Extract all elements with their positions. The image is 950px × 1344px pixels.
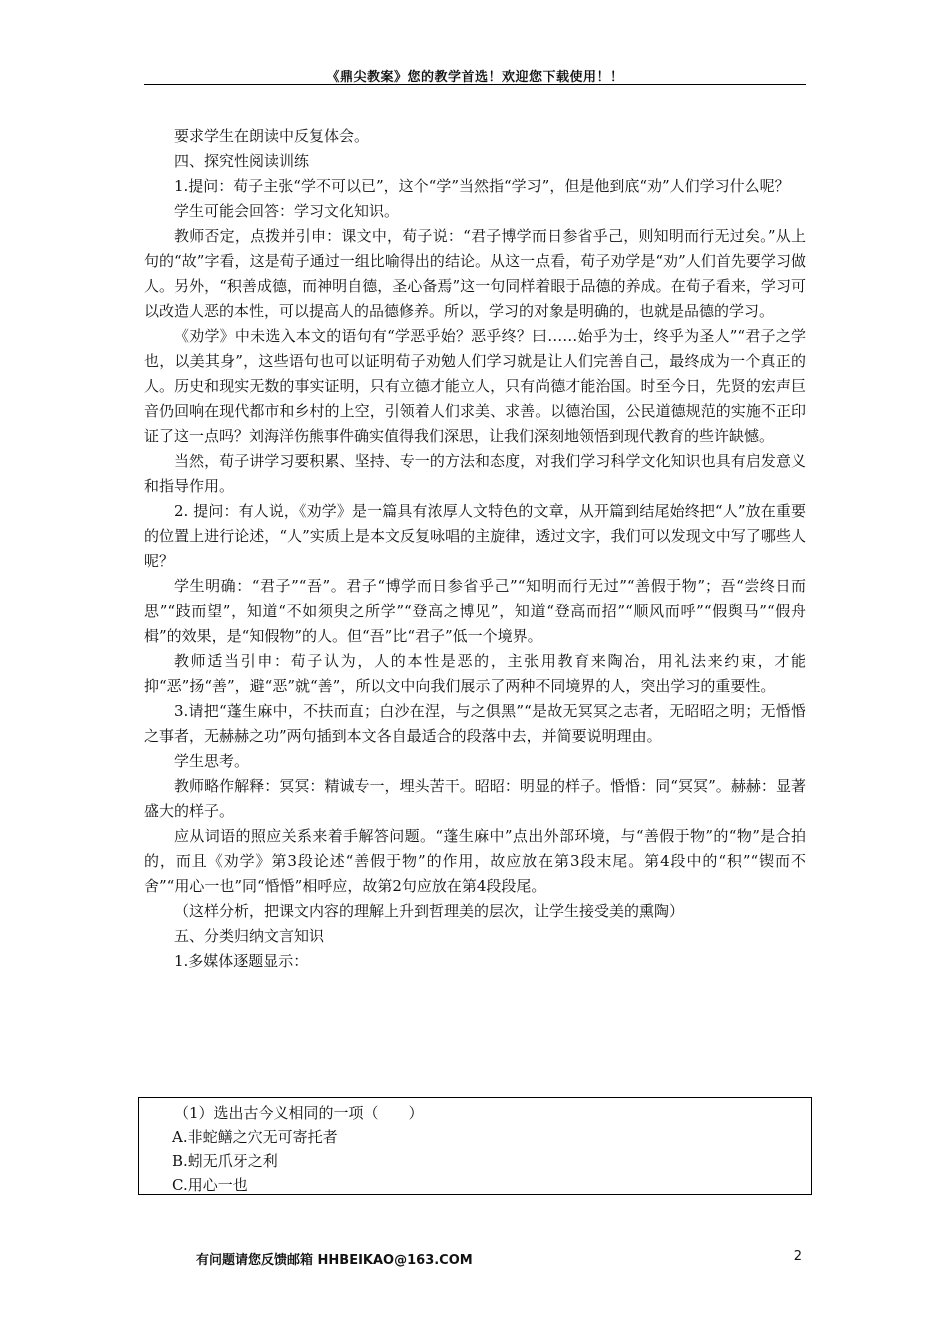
paragraph: 《劝学》中未选入本文的语句有“学恶乎始？恶乎终？曰……始乎为士，终乎为圣人”“君子之学也，以美其身”，这些语句也可以证明荀子劝勉人们学习就是让人们完善自己，最终成为一个真正的人。历史和现实无数的事实证明，只有立德才能立人，只有尚德才能治国。时至今日，先贤的宏声巨音仍回响在现代都市和乡村的上空，引领着人们求美、求善。以德治国，公民道德规范的实施不正印证了这一点吗？刘海洋伤熊事件确实值得我们深思，让我们深刻地领悟到现代教育的些许缺憾。	[144, 327, 806, 445]
quiz-option-c: C.用心一也	[172, 1176, 248, 1194]
paragraph: 1.提问：荀子主张“学不可以已”，这个“学”当然指“学习”，但是他到底“劝”人们学习什么呢？	[174, 177, 790, 195]
paragraph: 1.多媒体逐题显示：	[174, 952, 309, 970]
paragraph: 学生思考。	[174, 752, 250, 770]
section-heading: 四、探究性阅读训练	[174, 152, 310, 170]
paragraph: 教师否定，点拨并引申：课文中，荀子说：“君子博学而日参省乎己，则知明而行无过矣。”从上句的“故”字看，这是荀子通过一组比喻得出的结论。从这一点看，荀子劝学是“劝”人们首先要学习做人。另外，“积善成德，而神明自德，圣心备焉”这一句同样着眼于品德的养成。在荀子看来，学习可以改造人恶的本性，可以提高人的品德修养。所以，学习的对象是明确的，也就是品德的学习。	[144, 227, 806, 320]
paragraph: 3.请把“蓬生麻中，不扶而直；白沙在涅，与之俱黑”“是故无冥冥之志者，无昭昭之明；无惛惛之事者，无赫赫之功”两句插到本文各自最适合的段落中去，并简要说明理由。	[144, 702, 806, 745]
quiz-option-a: A.非蛇鳝之穴无可寄托者	[172, 1128, 338, 1146]
quiz-option-b: B.蚓无爪牙之利	[172, 1152, 278, 1170]
paragraph: 教师适当引申：荀子认为，人的本性是恶的，主张用教育来陶冶，用礼法来约束，才能抑“恶”扬“善”，避“恶”就“善”，所以文中向我们展示了两种不同境界的人，突出学习的重要性。	[144, 652, 806, 695]
footer-contact: 有问题请您反馈邮箱 HHBEIKAO@163.COM	[196, 1253, 473, 1268]
header-divider	[144, 84, 806, 85]
page-number: 2	[793, 1249, 802, 1264]
paragraph: 学生明确：“君子”“吾”。君子“博学而日参省乎己”“知明而行无过”“善假于物”；吾“尝终日而思”“跂而望”，知道“不如须臾之所学”“登高之博见”，知道“登高而招”“顺风而呼”“假舆马”“假舟楫”的效果，是“知假物”的人。但“吾”比“君子”低一个境界。	[144, 577, 806, 645]
page-footer	[196, 1249, 802, 1268]
section-heading: 五、分类归纳文言知识	[174, 927, 325, 945]
paragraph: （这样分析，把课文内容的理解上升到哲理美的层次，让学生接受美的熏陶）	[174, 902, 685, 920]
page-header-title: 《鼎尖教案》您的教学首选！欢迎您下载使用！！	[326, 70, 624, 85]
paragraph: 2. 提问：有人说，《劝学》是一篇具有浓厚人文特色的文章，从开篇到结尾始终把“人”放在重要的位置上进行论述，“人”实质上是本文反复咏唱的主旋律，透过文字，我们可以发现文中写了哪些人呢？	[144, 502, 806, 570]
paragraph: 应从词语的照应关系来着手解答问题。“蓬生麻中”点出外部环境，与“善假于物”的“物”是合拍的，而且《劝学》第3段论述“善假于物”的作用，故应放在第3段末尾。第4段中的“积”“锲而不舍”“用心一也”同“惛惛”相呼应，故第2句应放在第4段段尾。	[144, 827, 806, 895]
paragraph: 要求学生在朗读中反复体会。	[174, 127, 370, 145]
paragraph: 教师略作解释：冥冥：精诚专一，埋头苦干。昭昭：明显的样子。惛惛：同“冥冥”。赫赫：显著盛大的样子。	[144, 777, 806, 820]
quiz-question: （1）选出古今义相同的一项（ ）	[174, 1104, 424, 1122]
quiz-box	[138, 1097, 812, 1195]
document-body	[144, 124, 806, 974]
paragraph: 当然，荀子讲学习要积累、坚持、专一的方法和态度，对我们学习科学文化知识也具有启发意义和指导作用。	[144, 452, 806, 495]
paragraph: 学生可能会回答：学习文化知识。	[174, 202, 400, 220]
